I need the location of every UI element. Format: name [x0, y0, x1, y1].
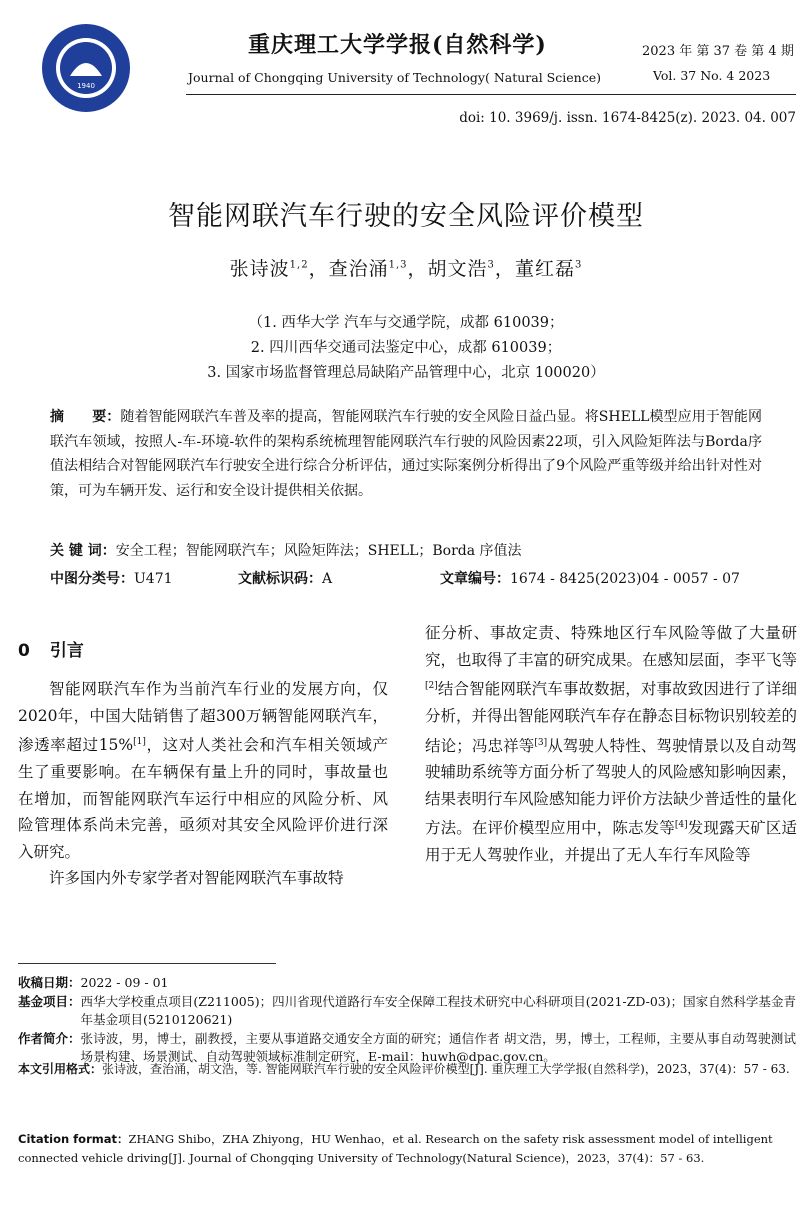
citation-cn-text: 张诗波，查治涌，胡文浩，等. 智能网联汽车行驶的安全风险评价模型[J]. 重庆理工大学学报(自然科学)，2023，37(4)：57 - 63.	[102, 1062, 790, 1076]
author-separator: ，	[308, 258, 329, 280]
author-name: 胡文浩	[427, 258, 488, 280]
citation-cn-label: 本文引用格式：	[18, 1062, 103, 1076]
header-divider	[186, 94, 796, 95]
author-name: 董红磊	[514, 258, 575, 280]
abstract-text: 随着智能网联汽车普及率的提高，智能网联汽车行驶的安全风险日益凸显。将SHELL模型应用于智能网联汽车领域，按照人-车-环境-软件的架构系统梳理智能网联汽车行驶的风险因素22项，引入风险矩阵法与Borda序值法相结合对智能网联汽车行驶安全进行综合分析评估，通过实际案例分析得出了9个风险严重等级并给出针对性对策，可为车辆开发、运行和安全设计提供相关依据。	[50, 409, 762, 499]
abstract-label: 摘 要：	[50, 409, 121, 425]
footnotes	[18, 974, 796, 1067]
funding-value: 西华大学校重点项目(Z211005)；四川省现代道路行车安全保障工程技术研究中心科研项目(2021-ZD-03)；国家自然科学基金青年基金项目(5210120621)	[80, 993, 796, 1027]
journal-title-en: Journal of Chongqing University of Technology( Natural Science)	[188, 70, 601, 85]
university-logo	[40, 22, 132, 114]
clc-number	[50, 568, 173, 588]
author-affiliation-mark: 1,3	[388, 259, 408, 271]
citation-link[interactable]: [4]	[674, 820, 688, 831]
author-list	[0, 254, 812, 281]
section-title: 引言	[49, 641, 84, 661]
doi[interactable]: doi: 10. 3969/j. issn. 1674-8425(z). 2023. 04. 007	[459, 110, 796, 126]
citation-en-label: Citation format：	[18, 1132, 129, 1146]
footnote-divider	[18, 963, 276, 964]
funding	[18, 993, 796, 1030]
paper-title: 智能网联汽车行驶的安全风险评价模型	[168, 201, 644, 232]
author-affiliation-mark: 1,2	[289, 259, 309, 271]
paragraph	[425, 620, 797, 869]
section-heading	[18, 636, 84, 661]
received-label: 收稿日期：	[18, 975, 81, 990]
journal-title-cn: 重庆理工大学学报(自然科学)	[248, 32, 547, 58]
affiliation: 3. 国家市场监督管理总局缺陷产品管理中心，北京 100020）	[207, 365, 605, 381]
body-column-left	[18, 676, 388, 892]
citation-link[interactable]: [3]	[534, 737, 548, 748]
document-code-value: A	[322, 571, 333, 587]
body-column-right	[425, 620, 797, 869]
paragraph-text: 智能网联汽车作为当前汽车行业的发展方向，仅2020年，中国大陆销售了超300万辆智能网联汽车，渗透率超过15%	[18, 680, 388, 755]
author-affiliation-mark: 3	[487, 259, 495, 271]
author-separator: ，	[407, 258, 428, 280]
paragraph	[18, 676, 388, 865]
citation-cn	[18, 1060, 796, 1079]
document-code	[238, 568, 332, 588]
received-date	[18, 974, 796, 993]
paragraph-text: 征分析、事故定责、特殊地区行车风险等做了大量研究，也取得了丰富的研究成果。在感知层面，李平飞等	[425, 624, 798, 669]
article-number-label: 文章编号：	[440, 571, 510, 587]
keywords-text: 安全工程；智能网联汽车；风险矩阵法；SHELL；Borda 序值法	[115, 543, 522, 559]
citation-en-text: ZHANG Shibo，ZHA Zhiyong，HU Wenhao，et al. Research on the safety risk assessment model of intelligent connected vehicle driving[J]. Journal of Chongqing University of Technology(Natural Science)，2023，37(4)：57 - 63.	[18, 1132, 773, 1165]
clc-label: 中图分类号：	[50, 571, 134, 587]
author-name: 查治涌	[328, 258, 389, 280]
author-affiliation-mark: 3	[574, 259, 583, 271]
article-number	[440, 568, 740, 588]
issue-info-cn: 2023 年 第 37 卷 第 4 期	[642, 44, 794, 59]
clc-value: U471	[134, 571, 173, 587]
paragraph-text: 结合智能网联汽车事故数据，对事故致因进行了详细分析，并得出智能网联汽车存在静态目标物识别较差的结论；冯忠祥等	[425, 680, 798, 755]
section-number: 0	[18, 641, 30, 661]
author-separator: ，	[494, 258, 515, 280]
author-bio-value: 张诗波，男，博士，副教授，主要从事道路交通安全方面的研究；通信作者 胡文浩，男，博士，工程师，主要从事自动驾驶测试场景构建、场景测试、自动驾驶领域标准制定研究，E-mail：huwh@dpac.gov.cn。	[80, 1030, 796, 1064]
paragraph-text: ，这对人类社会和汽车相关领域产生了重要影响。在车辆保有量上升的同时，事故量也在增加，而智能网联汽车运行中相应的风险分析、风险管理体系尚未完善，亟须对其安全风险评价进行深入研究。	[18, 736, 388, 861]
document-code-label: 文献标识码：	[238, 571, 322, 587]
paragraph-text: 从驾驶人特性、驾驶情景以及自动驾驶辅助系统等方面分析了驾驶人的风险感知影响因素，结果表明行车风险感知能力评价方法缺少普适性的量化方法。在评价模型应用中，陈志发等	[425, 736, 798, 838]
citation-en	[18, 1130, 796, 1167]
article-number-value: 1674 - 8425(2023)04 - 0057 - 07	[510, 571, 740, 587]
affiliation: （1. 西华大学 汽车与交通学院，成都 610039；	[248, 315, 564, 331]
issue-info-en: Vol. 37 No. 4 2023	[653, 68, 771, 83]
paragraph: 许多国内外专家学者对智能网联汽车事故特	[49, 869, 344, 888]
author-name: 张诗波	[229, 258, 290, 280]
keywords	[50, 540, 522, 560]
abstract	[50, 405, 762, 503]
received-value: 2022 - 09 - 01	[80, 975, 169, 990]
author-bio-label: 作者简介：	[18, 1030, 81, 1046]
funding-label: 基金项目：	[18, 993, 81, 1009]
keywords-label: 关 键 词：	[50, 543, 116, 559]
affiliation: 2. 四川西华交通司法鉴定中心，成都 610039；	[250, 340, 562, 356]
logo-year: 1940	[77, 82, 95, 90]
paragraph-text: 发现露天矿区适用于无人驾驶作业，并提出了无人车行车风险等	[425, 819, 797, 865]
citation-link[interactable]: [1]	[133, 737, 146, 748]
citation-link[interactable]: [2]	[425, 681, 438, 692]
